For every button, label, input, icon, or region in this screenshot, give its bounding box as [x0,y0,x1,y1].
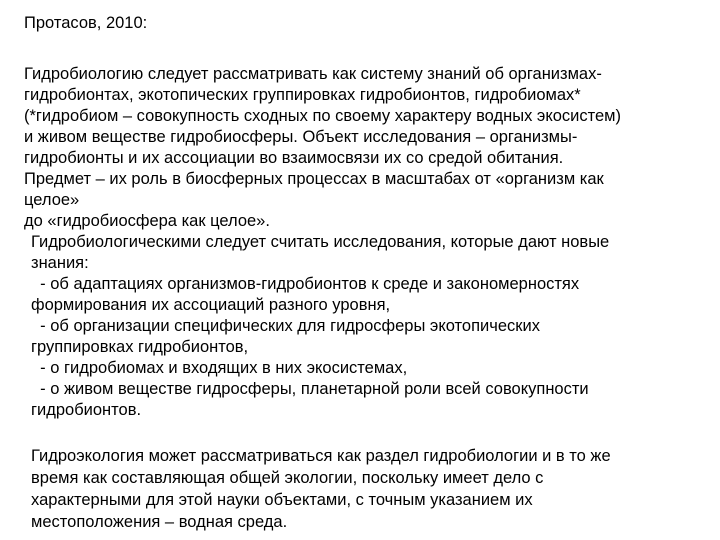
list-item: - о гидробиомах и входящих в них экосистемах, [31,359,408,377]
text-line: (*гидробиом – совокупность сходных по своему характеру водных экосистем) [24,107,622,125]
text-line: Гидроэкология может рассматриваться как раздел гидробиологии и в то же [31,447,611,465]
text-line: группировках гидробионтов, [31,338,249,356]
text-line: целое» [24,191,80,209]
text-line: гидробионтов. [31,401,142,419]
list-item: - об организации специфических для гидросферы экотопических [31,317,540,335]
text-line: Гидробиологическими следует считать исследования, которые дают новые [31,233,610,251]
list-item: - об адаптациях организмов-гидробионтов к среде и закономерностях [31,275,580,293]
text-line: гидробионты и их ассоциации во взаимосвязи их со средой обитания. [24,149,564,167]
text-line: формирования их ассоциаций разного уровня, [31,296,391,314]
text-line: и живом веществе гидробиосферы. Объект исследования – организмы- [24,128,578,146]
text-line: знания: [31,254,89,272]
list-item: - о живом веществе гидросферы, планетарной роли всей совокупности [31,380,589,398]
text-line: Гидробиологию следует рассматривать как систему знаний об организмах- [24,65,602,83]
text-line: до «гидробиосфера как целое». [24,212,270,230]
text-line: местоположения – водная среда. [31,513,288,531]
slide-title: Протасов, 2010: [24,14,148,32]
text-line: характерными для этой науки объектами, с точным указанием их [31,491,533,509]
text-line: Предмет – их роль в биосферных процессах в масштабах от «организм как [24,170,604,188]
text-line: время как составляющая общей экологии, поскольку имеет дело с [31,469,544,487]
text-line: гидробионтах, экотопических группировках гидробионтов, гидробиомах* [24,86,581,104]
